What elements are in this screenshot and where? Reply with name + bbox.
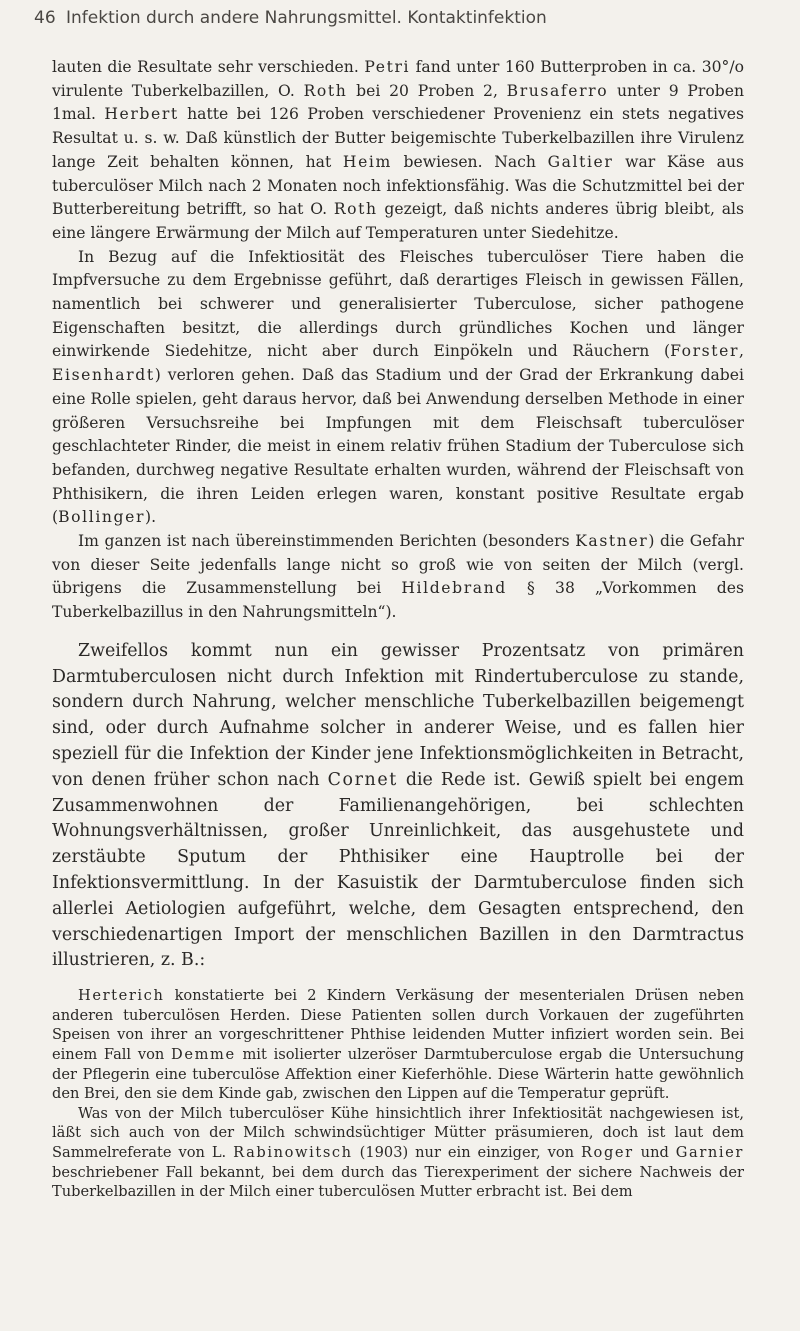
text-run: , xyxy=(739,342,744,361)
text-run: und xyxy=(633,1143,676,1161)
page-number: 46 xyxy=(34,8,56,28)
author-name: Roth xyxy=(333,200,378,219)
text-run: § 38 „Vorkommen des Tuberkelbazillus in den Nahrungsmitteln“). xyxy=(52,579,744,622)
paragraph xyxy=(52,246,744,530)
text-run: mit isolierter ulzeröser Darmtuberculose ergab die Untersuchung der Pflegerin eine tuberculöse Affektion einer Kieferhöhle. Diese Wärterin hatte gewöhnlich den Brei, den sie dem Kinde gab, zwischen den Lippen auf die Temperatur geprüft. xyxy=(52,1046,744,1103)
text-run: die Rede ist. Gewiß spielt bei engem Zusammenwohnen der Familienangehörigen, bei schlechten Wohnungsverhältnissen, großer Unreinlichkeit, das ausgehustete und zerstäubte Sputum der Phthisiker eine Hauptrolle bei der Infektionsvermittlung. In der Kasuistik der Darmtuberculose finden sich allerlei Aetiologien aufgeführt, welche, dem Gesagten entsprechend, den verschiedenartigen Import der menschlichen Bazillen in den Darmtractus illustrieren, z. B.: xyxy=(52,769,744,971)
author-name: Heim xyxy=(342,152,392,171)
author-name: Brusaferro xyxy=(506,81,609,100)
paragraph xyxy=(52,530,744,625)
author-name: Forster xyxy=(670,342,740,361)
text-run: bei 20 Proben 2, xyxy=(347,81,507,100)
body-text xyxy=(52,56,744,1202)
author-name: Cornet xyxy=(327,769,398,790)
text-run: fand unter 160 Butterproben in ca. 30°/o virulente Tuberkelbazillen, O. xyxy=(52,58,744,100)
text-run: gezeigt, daß nichts anderes übrig bleibt, als eine längere Erwärmung der Milch auf Temperaturen unter Siedehitze. xyxy=(52,200,744,242)
text-run: unter 9 Proben 1mal. xyxy=(52,81,744,124)
author-name: Herterich xyxy=(78,987,165,1005)
author-name: Herbert xyxy=(104,105,179,124)
text-run: hatte bei 126 Proben verschiedener Provenienz ein stets negatives Resultat u. s. w. Daß künstlich der Butter beigemischte Tuberkelbazillen ihre Virulenz lange Zeit behalten können, hat xyxy=(52,105,744,171)
text-run: war Käse aus tuberculöser Milch nach 2 Monaten noch infektionsfähig. Was die Schutzmittel bei der Butterbereitung betrifft, so hat O. xyxy=(52,152,744,219)
running-header xyxy=(34,8,744,36)
author-name: Eisenhardt xyxy=(52,366,155,385)
paragraph xyxy=(52,1104,744,1202)
author-name: Roger xyxy=(580,1143,634,1161)
author-name: Petri xyxy=(364,58,411,76)
text-run: ) verloren gehen. Daß das Stadium und der Grad der Erkrankung dabei eine Rolle spielen, geht daraus hervor, daß bei Anwendung derselben Methode in einer größeren Versuchsreihe bei Impfungen mit dem Fleischsaft tuberculöser geschlachteter Rinder, die meist in einem relativ frühen Stadium der Tuberculose sich befanden, durchweg negative Resultate erhalten wurden, während der Fleischsaft von Phthisikern, die ihren Leiden erlegen waren, konstant positive Resultate ergab ( xyxy=(52,366,745,527)
text-run: bewiesen. Nach xyxy=(391,152,548,171)
text-run: Im ganzen ist nach übereinstimmenden Berichten (besonders xyxy=(78,532,576,551)
text-run: In Bezug auf die Infektiosität des Fleisches tuberculöser Tiere haben die Impfversuche zu dem Ergebnisse geführt, daß derartiges Fleisch in gewissen Fällen, namentlich bei schwerer und generalisierter Tuberculose, sicher pathogene Eigenschaften besitzt, die allerdings durch gründliches Kochen und länger einwirkende Siedehitze, nicht aber durch Einpökeln und Räuchern ( xyxy=(52,247,744,361)
paragraph xyxy=(52,986,744,1104)
text-run: beschriebener Fall bekannt, bei dem durch das Tierexperiment der sichere Nachweis der Tuberkelbazillen in der Milch einer tuberculösen Mutter erbracht ist. Bei dem xyxy=(52,1163,744,1201)
author-name: Demme xyxy=(171,1046,236,1064)
author-name: Kastner xyxy=(575,532,649,551)
paragraph xyxy=(52,56,744,246)
text-run: ) die Gefahr von dieser Seite jedenfalls lange nicht so groß wie von seiten der Milch (vergl. übrigens die Zusammenstellung bei xyxy=(52,532,744,598)
text-run: (1903) nur ein einziger, von xyxy=(352,1143,581,1161)
text-run: Was von der Milch tuberculöser Kühe hinsichtlich ihrer Infektiosität nachgewiesen ist, läßt sich auch von der Milch schwindsüchtiger Mütter präsumieren, doch ist laut dem Sammelreferate von L. xyxy=(52,1104,744,1161)
author-name: Galtier xyxy=(547,152,614,171)
author-name: Bollinger xyxy=(58,508,146,527)
text-run: ). xyxy=(145,508,157,527)
author-name: Rabinowitsch xyxy=(233,1143,353,1161)
author-name: Roth xyxy=(303,81,348,100)
text-run: konstatierte bei 2 Kindern Verkäsung der mesenterialen Drüsen neben anderen tuberculösen Herden. Diese Patienten sollen durch Vorkauen der zugeführten Speisen von ihrer an vorgeschrittener Phthise leidenden Mutter infiziert worden sein. Bei einem Fall von xyxy=(52,987,744,1064)
author-name: Hildebrand xyxy=(401,579,507,598)
text-run: Zweifellos kommt nun ein gewisser Prozentsatz von primären Darmtuberculosen nicht durch Infektion mit Rindertuberculose zu stande, sondern durch Nahrung, welcher menschliche Tuberkelbazillen beigemengt sind, oder durch Aufnahme solcher in anderer Weise, und es fallen hier speziell für die Infektion der Kinder jene Infektionsmöglichkeiten in Betracht, von denen früher schon nach xyxy=(52,640,744,790)
paragraph xyxy=(52,639,744,974)
text-run: lauten die Resultate sehr verschieden. xyxy=(52,58,365,76)
author-name: Garnier xyxy=(675,1143,744,1161)
running-title: Infektion durch andere Nahrungsmittel. Kontaktinfektion xyxy=(66,8,547,28)
